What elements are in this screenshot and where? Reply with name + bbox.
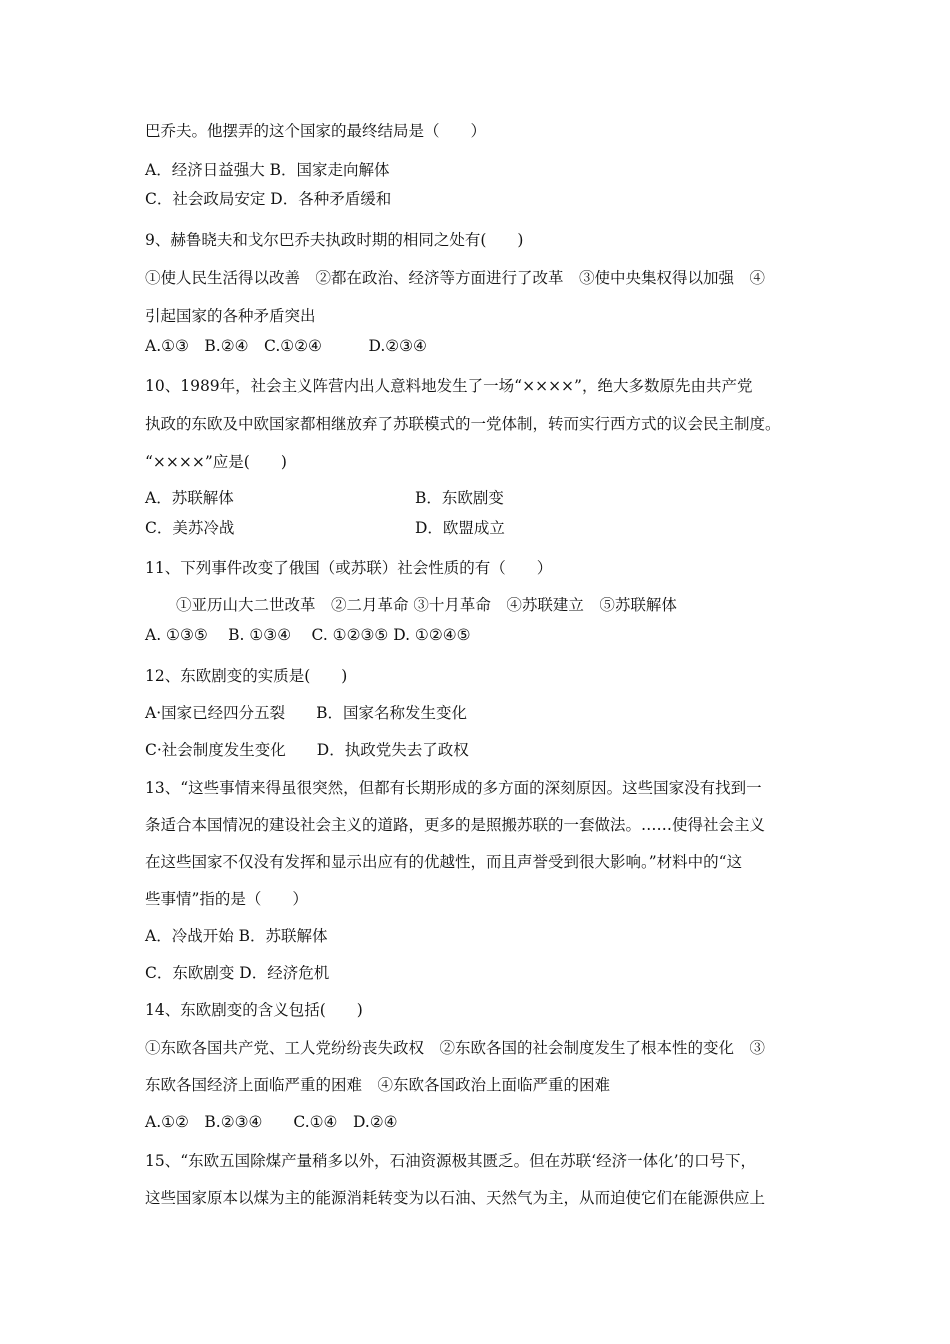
question-11: 11、下列事件改变了俄国（或苏联）社会性质的有（ ） [145,559,553,577]
option-line: C．东欧剧变 D．经济危机 [145,964,330,982]
option-line: A.①② B.②③④ C.①④ D.②④ [145,1113,398,1131]
text-line: ①亚历山大二世改革 ②二月革命 ③十月革命 ④苏联建立 ⑤苏联解体 [145,596,677,614]
text-line: 这些国家原本以煤为主的能源消耗转变为以石油、天然气为主，从而迫使它们在能源供应上 [145,1189,766,1207]
question-9: 9、赫鲁晓夫和戈尔巴乔夫执政时期的相同之处有( ) [145,231,524,249]
text-line: 巴乔夫。他摆弄的这个国家的最终结局是（ ） [145,122,487,140]
text-line: “××××”应是( ) [145,453,287,471]
option-line: A．冷战开始 B．苏联解体 [145,927,328,945]
option-d: D．欧盟成立 [415,519,505,537]
text-line: 执政的东欧及中欧国家都相继放弃了苏联模式的一党体制，转而实行西方式的议会民主制度。 [145,415,781,433]
option-c: C．美苏冷战 [145,519,235,537]
question-10: 10、1989年，社会主义阵营内出人意料地发生了一场“××××”，绝大多数原先由共产党 [145,377,753,395]
question-15: 15、“东欧五国除煤产量稍多以外，石油资源极其匮乏。但在苏联‘经济一体化’的口号下， [145,1152,757,1170]
option-line: A.①③ B.②④ C.①②④ D.②③④ [145,337,427,355]
option-line: C．社会政局安定 D．各种矛盾缓和 [145,190,392,208]
option-line: A．经济日益强大 B．国家走向解体 [145,161,390,179]
text-line: ①使人民生活得以改善 ②都在政治、经济等方面进行了改革 ③使中央集权得以加强 ④ [145,269,766,287]
option-line: A. ①③⑤ B. ①③④ C. ①②③⑤ D. ①②④⑤ [145,626,471,644]
question-13: 13、“这些事情来得虽很突然，但都有长期形成的多方面的深刻原因。这些国家没有找到一 [145,779,762,797]
text-line: 些事情”指的是（ ） [145,890,308,908]
text-line: ①东欧各国共产党、工人党纷纷丧失政权 ②东欧各国的社会制度发生了根本性的变化 ③ [145,1039,766,1057]
option-line: A·国家已经四分五裂 B．国家名称发生变化 [145,704,468,722]
option-line: C·社会制度发生变化 D．执政党失去了政权 [145,741,469,759]
question-12: 12、东欧剧变的实质是( ) [145,667,348,685]
option-a: A．苏联解体 [145,489,234,507]
text-line: 在这些国家不仅没有发挥和显示出应有的优越性，而且声誉受到很大影响。”材料中的“这 [145,853,743,871]
text-line: 引起国家的各种矛盾突出 [145,307,316,325]
option-b: B．东欧剧变 [415,489,504,507]
text-line: 条适合本国情况的建设社会主义的道路，更多的是照搬苏联的一套做法。……使得社会主义 [145,816,766,834]
question-14: 14、东欧剧变的含义包括( ) [145,1001,363,1019]
text-line: 东欧各国经济上面临严重的困难 ④东欧各国政治上面临严重的困难 [145,1076,611,1094]
